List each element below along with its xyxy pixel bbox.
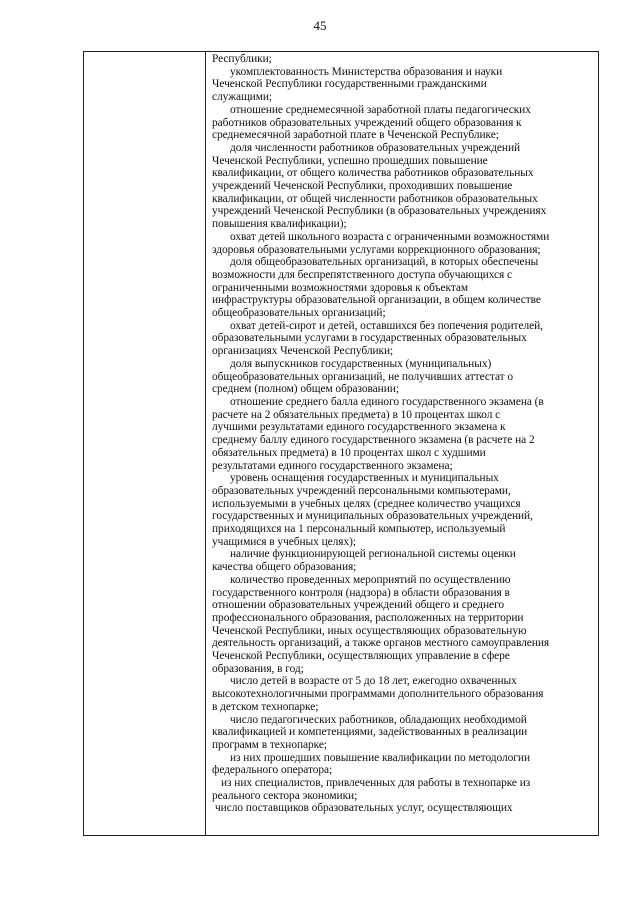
text-line: квалификации, от общего количества работников образовательных: [212, 167, 534, 180]
text-line: профессионального образования, расположенных на территории: [212, 611, 524, 624]
text-line: повышения квалификации);: [212, 218, 347, 231]
text-line: квалификацией и компетенциями, задействованных в реализации: [212, 726, 528, 739]
text-line: отношение среднего балла единого государственного экзамена (в: [230, 395, 544, 408]
text-line: приходящихся на 1 персональный компьютер, используемый: [212, 523, 506, 536]
text-line: число педагогических работников, обладающих необходимой: [230, 713, 527, 726]
text-line: организациях Чеченской Республики;: [212, 345, 394, 358]
text-line: наличие функционирующей региональной системы оценки: [230, 548, 516, 561]
indicator-text: [206, 52, 598, 815]
text-line: число поставщиков образовательных услуг, осуществляющих: [215, 802, 513, 815]
text-line: Чеченской Республики, иных осуществляющих образовательную: [212, 624, 527, 637]
text-line: уровень оснащения государственных и муниципальных: [230, 472, 499, 485]
text-line: Чеченской Республики, осуществляющих управление в сфере: [212, 650, 510, 663]
text-line: ограниченными возможностями здоровья к объектам: [212, 281, 469, 294]
text-line: используемыми в учебных целях (среднее количество учащихся: [212, 497, 521, 510]
text-line: лучшими результатами единого государственного экзамена к: [212, 421, 506, 434]
text-line: деятельность организаций, а также органов местного самоуправления: [212, 637, 550, 650]
document-table: [83, 51, 599, 836]
text-line: среднемесячной заработной плате в Чеченской Республике;: [212, 129, 499, 142]
text-line: результатами единого государственного экзамена;: [212, 459, 453, 472]
text-line: государственного контроля (надзора) в области образования в: [212, 586, 510, 599]
text-line: работников образовательных учреждений общего образования к: [212, 116, 522, 129]
text-line: из них специалистов, привлеченных для работы в технопарке из: [221, 777, 531, 790]
page-number: 45: [313, 18, 327, 33]
text-line: доля выпускников государственных (муниципальных): [230, 357, 492, 370]
text-line: здоровья образовательными услугами коррекционного образования;: [212, 243, 541, 256]
text-line: служащими;: [212, 91, 273, 104]
text-line: образовательными услугами в государственных образовательных: [212, 332, 527, 345]
table-cell-left: [84, 52, 206, 836]
text-line: общеобразовательных организаций;: [212, 307, 386, 320]
text-line: отношении образовательных учреждений общего и среднего: [212, 599, 505, 612]
text-line: число детей в возрасте от 5 до 18 лет, ежегодно охваченных: [230, 675, 517, 688]
table-cell-indicators: [206, 52, 599, 836]
text-line: инфраструктуры образовательной организации, в общем количестве: [212, 294, 541, 307]
text-line: среднем (полном) общем образовании;: [212, 383, 399, 396]
text-line: охват детей-сирот и детей, оставшихся без попечения родителей,: [230, 319, 543, 332]
text-line: из них прошедших повышение квалификации по методологии: [230, 751, 530, 764]
text-line: Республики;: [212, 53, 272, 65]
text-line: высокотехнологичными программами дополнительного образования: [212, 688, 544, 701]
text-line: качества общего образования;: [212, 561, 357, 574]
text-line: учреждений Чеченской Республики (в образовательных учреждениях: [212, 205, 547, 218]
text-line: Чеченской Республики, успешно прошедших повышение: [212, 154, 488, 167]
text-line: среднему баллу единого государственного экзамена (в расчете на 2: [212, 434, 535, 447]
text-line: учащимися в учебных целях);: [212, 535, 356, 548]
text-line: обязательных предмета) в 10 процентах школ с худшими: [212, 446, 486, 459]
text-line: Чеченской Республики государственными гражданскими: [212, 78, 487, 91]
text-line: учреждений Чеченской Республики, проходивших повышение: [212, 180, 513, 193]
text-line: общеобразовательных организаций, не получивших аттестат о: [212, 370, 514, 383]
text-line: реального сектора экономики;: [212, 789, 358, 802]
text-line: возможности для беспрепятственного доступа обучающихся с: [212, 268, 513, 281]
text-line: государственных и муниципальных образовательных учреждений,: [212, 510, 533, 523]
text-line: образовательных учреждений персональными компьютерами,: [212, 484, 511, 497]
text-line: доля численности работников образовательных учреждений: [230, 141, 521, 154]
text-line: образования, в год;: [212, 662, 304, 675]
text-line: программ в технопарке;: [212, 738, 327, 751]
text-line: укомплектованность Министерства образования и науки: [230, 65, 503, 78]
table-row: [84, 52, 599, 836]
text-line: квалификации, от общей численности работников образовательных: [212, 192, 538, 205]
text-line: охват детей школьного возраста с ограниченными возможностями: [230, 230, 550, 243]
text-line: в детском технопарке;: [212, 700, 319, 713]
text-line: отношение среднемесячной заработной платы педагогических: [230, 103, 531, 116]
text-line: количество проведенных мероприятий по осуществлению: [230, 573, 511, 586]
text-line: федерального оператора;: [212, 764, 333, 777]
text-line: доля общеобразовательных организаций, в которых обеспечены: [230, 256, 539, 269]
text-line: расчете на 2 обязательных предмета) в 10 процентах школ с: [212, 408, 501, 421]
